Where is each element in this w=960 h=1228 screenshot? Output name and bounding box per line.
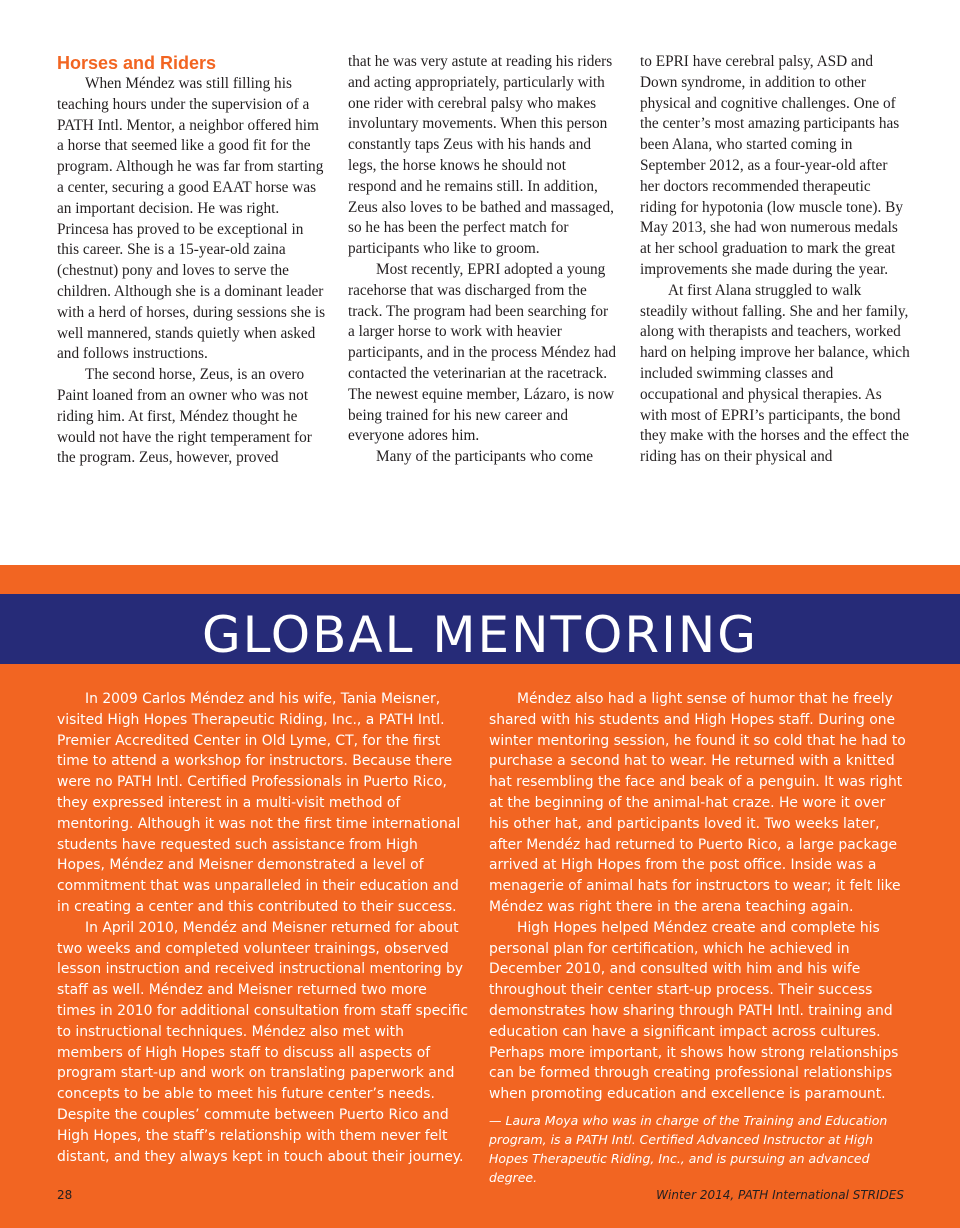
article-paragraph: The second horse, Zeus, is an overo Paint loaned from an owner who was not riding him. At first, Méndez thought he would not have the right temperament for the program. Zeus, however, proved (57, 366, 312, 467)
article-column-1 (57, 52, 327, 469)
sidebar-column-2 (489, 689, 909, 1187)
sidebar-title: GLOBAL MENTORING (201, 606, 759, 664)
sidebar-paragraph: In April 2010, Mendéz and Meisner returned for about two weeks and completed volunteer trainings, observed lesson instruction and received instructional mentoring by staff as well. Méndez and Meisner returned two more times in 2010 for additional consultation from staff specific to instructional techniques. Méndez also met with members of High Hopes staff to discuss all aspects of program start-up and work on translating paperwork and concepts to be able to meet his future center’s needs. Despite the couples’ commute between Puerto Rico and High Hopes, the staff’s relationship with them never felt distant, and they always kept in touch about their journey. (57, 919, 469, 1165)
sidebar-banner (0, 594, 960, 664)
article-paragraph: When Méndez was still filling his teaching hours under the supervision of a PATH Intl. Mentor, a neighbor offered him a horse that seemed like a good fit for the program. Although he was far from starting a center, securing a good EAAT horse was an important decision. He was right. Princesa has proved to be exceptional in this career. She is a 15-year-old zaina (chestnut) pony and loves to serve the children. Although she is a dominant leader with a herd of horses, during sessions she is well mannered, stands quietly when asked and follows instructions. (57, 75, 326, 363)
publication-footer: Winter 2014, PATH International STRIDES (656, 1188, 904, 1202)
article-paragraph: that he was very astute at reading his riders and acting appropriately, particularly with one rider with cerebral palsy who makes involuntary movements. When this person constantly taps Zeus with his hands and legs, the horse knows he should not respond and he remains still. In addition, Zeus also loves to be bathed and massaged, so he has been the perfect match for participants who like to groom. (348, 53, 614, 258)
author-byline: — Laura Moya who was in charge of the Training and Education program, is a PATH Intl. Certified Advanced Instructor at High Hopes Therapeutic Riding, Inc., and is pursuing an advanced degree. (489, 1112, 888, 1185)
sidebar-paragraph: In 2009 Carlos Méndez and his wife, Tania Meisner, visited High Hopes Therapeutic Riding, Inc., a PATH Intl. Premier Accredited Center in Old Lyme, CT, for the first time to attend a workshop for instructors. Because there were no PATH Intl. Certified Professionals in Puerto Rico, they expressed interest in a multi-visit method of mentoring. Although it was not the first time international students have requested such assistance from High Hopes, Méndez and Meisner demonstrated a level of commitment that was unparalleled in their education and in creating a center and this contributed to their success. (57, 691, 461, 915)
article-column-2 (348, 52, 618, 468)
page-number: 28 (57, 1188, 73, 1202)
section-heading: Horses and Riders (57, 53, 217, 73)
article-columns (0, 0, 960, 565)
article-paragraph: to EPRI have cerebral palsy, ASD and Down syndrome, in addition to other physical and cognitive challenges. One of the center’s most amazing participants has been Alana, who started coming in September 2012, as a four-year-old after her doctors recommended therapeutic riding for hypotonia (low muscle tone). By May 2013, she had won numerous medals at her school graduation to mark the great improvements she made during the year. (640, 53, 903, 278)
article-paragraph: Many of the participants who come (376, 448, 594, 466)
sidebar-paragraph: High Hopes helped Méndez create and complete his personal plan for certification, which he achieved in December 2010, and consulted with him and his wife throughout their center start-up process. Their success demonstrates how sharing through PATH Intl. training and education can have a significant impact across cultures. Perhaps more important, it shows how strong relationships can be formed through creating professional relationships when promoting education and excellence is paramount. (489, 919, 899, 1103)
article-paragraph: At first Alana struggled to walk steadily without falling. She and her family, along with therapists and teachers, worked hard on helping improve her balance, which included swimming classes and occupational and physical therapies. As with most of EPRI’s participants, the bond they make with the horses and the effect the riding has on their physical and (640, 281, 910, 466)
sidebar-column-1 (57, 689, 469, 1167)
article-paragraph: Most recently, EPRI adopted a young racehorse that was discharged from the track. The program had been searching for a larger horse to work with heavier participants, and in the process Méndez had contacted the veterinarian at the racetrack. The newest equine member, Lázaro, is now being trained for his new career and everyone adores him. (348, 260, 617, 445)
sidebar-paragraph: Méndez also had a light sense of humor that he freely shared with his students and High Hopes staff. During one winter mentoring session, he found it so cold that he had to purchase a second hat to wear. He returned with a knitted hat resembling the face and beak of a penguin. It was right at the beginning of the animal-hat craze. He wore it over his other hat, and participants loved it. Two weeks later, after Mendéz had returned to Puerto Rico, a large package arrived at High Hopes from the post office. Inside was a menagerie of animal hats for instructors to wear; it felt like Méndez was right there in the arena teaching again. (489, 691, 906, 915)
article-column-3 (640, 52, 910, 468)
